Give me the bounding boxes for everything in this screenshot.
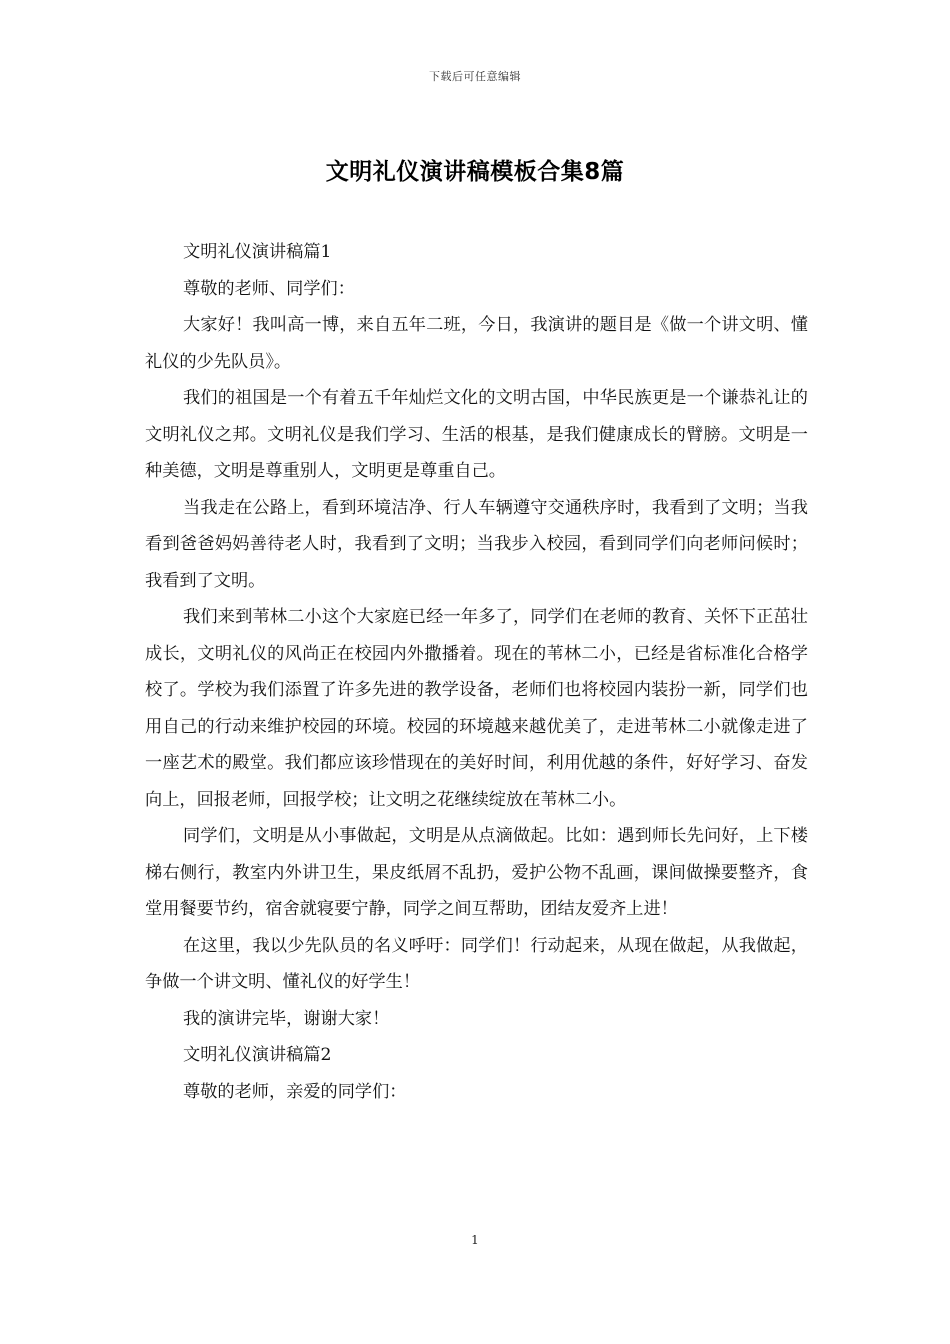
paragraph: 当我走在公路上，看到环境洁净、行人车辆遵守交通秩序时，我看到了文明；当我看到爸爸妈妈善待老人时，我看到了文明；当我步入校园，看到同学们向老师问候时；我看到了文明。	[145, 497, 808, 591]
paragraph: 大家好！我叫高一博，来自五年二班，今日，我演讲的题目是《做一个讲文明、懂礼仪的少先队员》。	[145, 315, 808, 372]
section-heading: 文明礼仪演讲稿篇1	[183, 242, 332, 262]
salutation: 尊敬的老师、同学们：	[183, 278, 355, 299]
paragraph: 我们的祖国是一个有着五千年灿烂文化的文明古国，中华民族更是一个谦恭礼让的文明礼仪之邦。文明礼仪是我们学习、生活的根基，是我们健康成长的臂膀。文明是一种美德，文明是尊重别人，文明更是尊重自己。	[145, 388, 808, 481]
page-header: 下载后可任意编辑	[429, 70, 521, 83]
page-number: 1	[471, 1233, 479, 1247]
closing-line: 我的演讲完毕，谢谢大家！	[183, 1008, 390, 1029]
salutation: 尊敬的老师，亲爱的同学们：	[183, 1081, 407, 1102]
paragraph: 同学们，文明是从小事做起，文明是从点滴做起。比如：遇到师长先问好，上下楼梯右侧行，教室内外讲卫生，果皮纸屑不乱扔，爱护公物不乱画，课间做操要整齐，食堂用餐要节约，宿舍就寝要宁静，同学之间互帮助，团结友爱齐上进！	[145, 826, 808, 919]
section-heading: 文明礼仪演讲稿篇2	[183, 1045, 332, 1065]
document-body	[145, 234, 808, 1110]
document-title: 文明礼仪演讲稿模板合集8篇	[325, 159, 625, 185]
paragraph: 在这里，我以少先队员的名义呼吁：同学们！行动起来，从现在做起，从我做起，争做一个讲文明、懂礼仪的好学生！	[145, 935, 808, 992]
paragraph: 我们来到苇林二小这个大家庭已经一年多了，同学们在老师的教育、关怀下正茁壮成长，文明礼仪的风尚正在校园内外撒播着。现在的苇林二小，已经是省标准化合格学校了。学校为我们添置了许多先进的教学设备，老师们也将校园内装扮一新，同学们也用自己的行动来维护校园的环境。校园的环境越来越优美了，走进苇林二小就像走进了一座艺术的殿堂。我们都应该珍惜现在的美好时间，利用优越的条件，好好学习、奋发向上，回报老师，回报学校；让文明之花继续绽放在苇林二小。	[145, 607, 808, 810]
